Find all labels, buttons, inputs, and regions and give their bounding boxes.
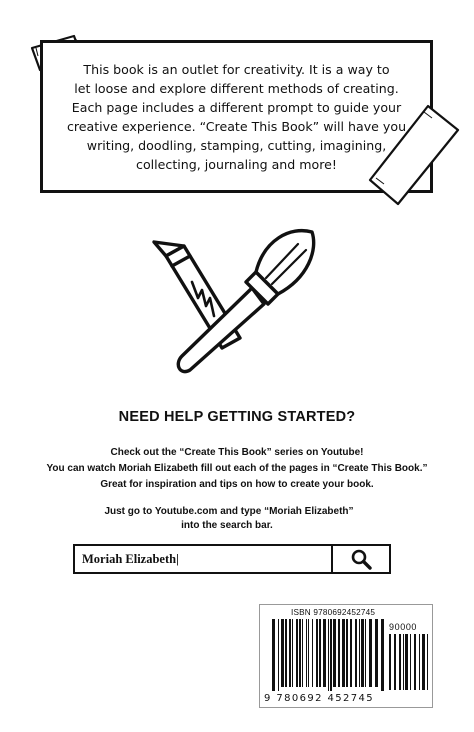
barcode-bar [281,619,284,687]
barcode-bar [399,634,401,690]
barcode-bar [369,619,372,687]
barcode-bar [299,619,301,687]
barcode-bar [296,619,298,687]
price-barcode-icon [389,634,429,690]
barcode-bar [365,619,366,687]
barcode-bar [355,619,357,687]
barcode-bar [285,619,287,687]
barcode-icon [272,619,384,691]
help-line-1: Check out the “Create This Book” series on Youtube! [110,447,364,458]
barcode-bar [306,619,307,687]
search-bar [73,544,391,574]
barcode-bar [405,634,408,690]
barcode-bar [333,619,336,687]
isbn-label: ISBN 9780692452745 [291,608,376,617]
barcode-bar [308,619,309,687]
barcode-bar [419,634,420,690]
intro-line: collecting, journaling and more! [136,156,337,172]
help-line-2: You can watch Moriah Elizabeth fill out each of the pages in “Create This Book.” [46,463,428,474]
barcode-bar [289,619,291,687]
barcode-bar [359,619,360,687]
barcode-bar [414,634,416,690]
barcode-bar [350,619,352,687]
barcode-bar [323,619,326,687]
search-input[interactable] [75,546,331,572]
barcode-digits: 9 780692 452745 [264,693,375,704]
help-title: NEED HELP GETTING STARTED? [118,409,356,425]
magnifier-icon [350,548,372,570]
intro-line: This book is an outlet for creativity. It is a way to [83,61,390,77]
price-code: 90000 [389,622,418,632]
intro-line: writing, doodling, stamping, cutting, imagining, [86,137,387,153]
search-button[interactable] [331,546,389,572]
barcode-bar [312,619,313,687]
intro-line: Each page includes a different prompt to guide your [71,99,402,115]
barcode-bar [316,619,318,687]
barcode-bar [330,619,332,691]
barcode-bar [427,634,428,690]
barcode-bar [338,619,340,687]
help-line-3: Great for inspiration and tips on how to create your book. [100,479,374,490]
barcode-bar [342,619,345,687]
intro-line: let loose and explore different methods of creating. [74,80,399,96]
barcode-bar [403,634,404,690]
barcode-bar [346,619,348,687]
help-line-4: Just go to Youtube.com and type “Moriah Elizabeth” [104,506,354,517]
barcode-bar [319,619,321,687]
intro-text [67,60,406,174]
help-line-5: into the search bar. [181,520,273,531]
barcode-bar [302,619,303,687]
barcode-bar [381,619,384,691]
barcode-bar [272,619,275,691]
crayon-and-paintbrush-illustration [140,220,340,390]
barcode-box [259,604,433,708]
barcode-bar [361,619,364,687]
barcode-bar [389,634,391,690]
barcode-bar [422,634,425,690]
barcode-bar [394,634,396,690]
intro-line: creative experience. “Create This Book” will have you [66,118,407,134]
barcode-bar [278,619,279,691]
tape-right-icon [368,100,464,210]
barcode-bar [292,619,293,687]
barcode-bar [375,619,378,687]
barcode-bar [410,634,411,690]
barcode-bar [328,619,329,691]
